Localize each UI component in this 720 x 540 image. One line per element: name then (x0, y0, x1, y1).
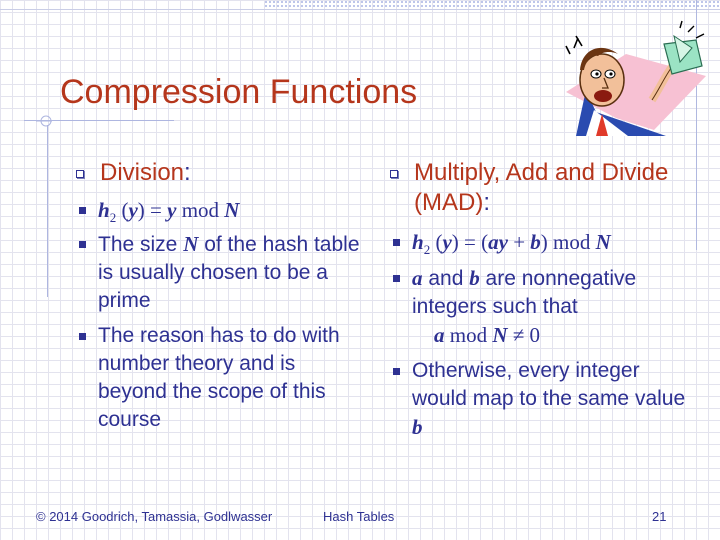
division-heading (74, 158, 364, 188)
division-bullets (74, 196, 364, 434)
excited-man-clipart (556, 18, 716, 136)
footer-deck-title: Hash Tables (323, 509, 395, 524)
heading-colon: : (483, 189, 490, 216)
bullet-icon (79, 333, 86, 340)
list-item (388, 357, 688, 442)
division-heading-text: Division (100, 159, 185, 186)
bullet-icon (393, 368, 400, 375)
crosshair-ornament (36, 113, 52, 129)
footer-copyright: © 2014 Goodrich, Tamassia, Godlwasser (36, 509, 273, 524)
top-rule (0, 9, 720, 10)
division-bullet-reason: The reason has to do with number theory and is beyond the scope of this course (98, 324, 340, 431)
bullet-icon (79, 207, 86, 214)
bullet-icon (393, 275, 400, 282)
right-column (388, 158, 688, 442)
heading-colon: : (184, 159, 191, 186)
list-item (74, 322, 364, 434)
square-bullet-icon (76, 170, 84, 178)
list-item (388, 264, 688, 350)
bullet-icon (393, 239, 400, 246)
left-column (74, 158, 364, 434)
decorative-dot-band (264, 0, 720, 9)
division-bullet-size: The size N of the hash table is usually chosen to be a prime (98, 232, 360, 312)
mad-heading (388, 158, 688, 218)
mad-heading-text: Multiply, Add and Divide (MAD) (414, 159, 669, 216)
mad-bullet-otherwise: Otherwise, every integer would map to the same value b (412, 359, 686, 439)
list-item (74, 196, 364, 225)
bullet-icon (79, 241, 86, 248)
list-item (74, 230, 364, 315)
page-number: 21 (652, 509, 667, 524)
mad-bullets (388, 228, 688, 442)
mad-formula: $h_2$ (y) = (ay + b) mod N (412, 230, 611, 258)
list-item (388, 228, 688, 257)
decorative-vertical-line-left (47, 125, 48, 297)
division-formula: $h_2$ (y) = y mod N (98, 198, 240, 226)
slide-title: Compression Functions (60, 73, 418, 111)
square-bullet-icon (390, 170, 398, 178)
mad-bullet-coefficients: a and b are nonnegative integers such that a mod N ≠ 0 (412, 266, 637, 347)
